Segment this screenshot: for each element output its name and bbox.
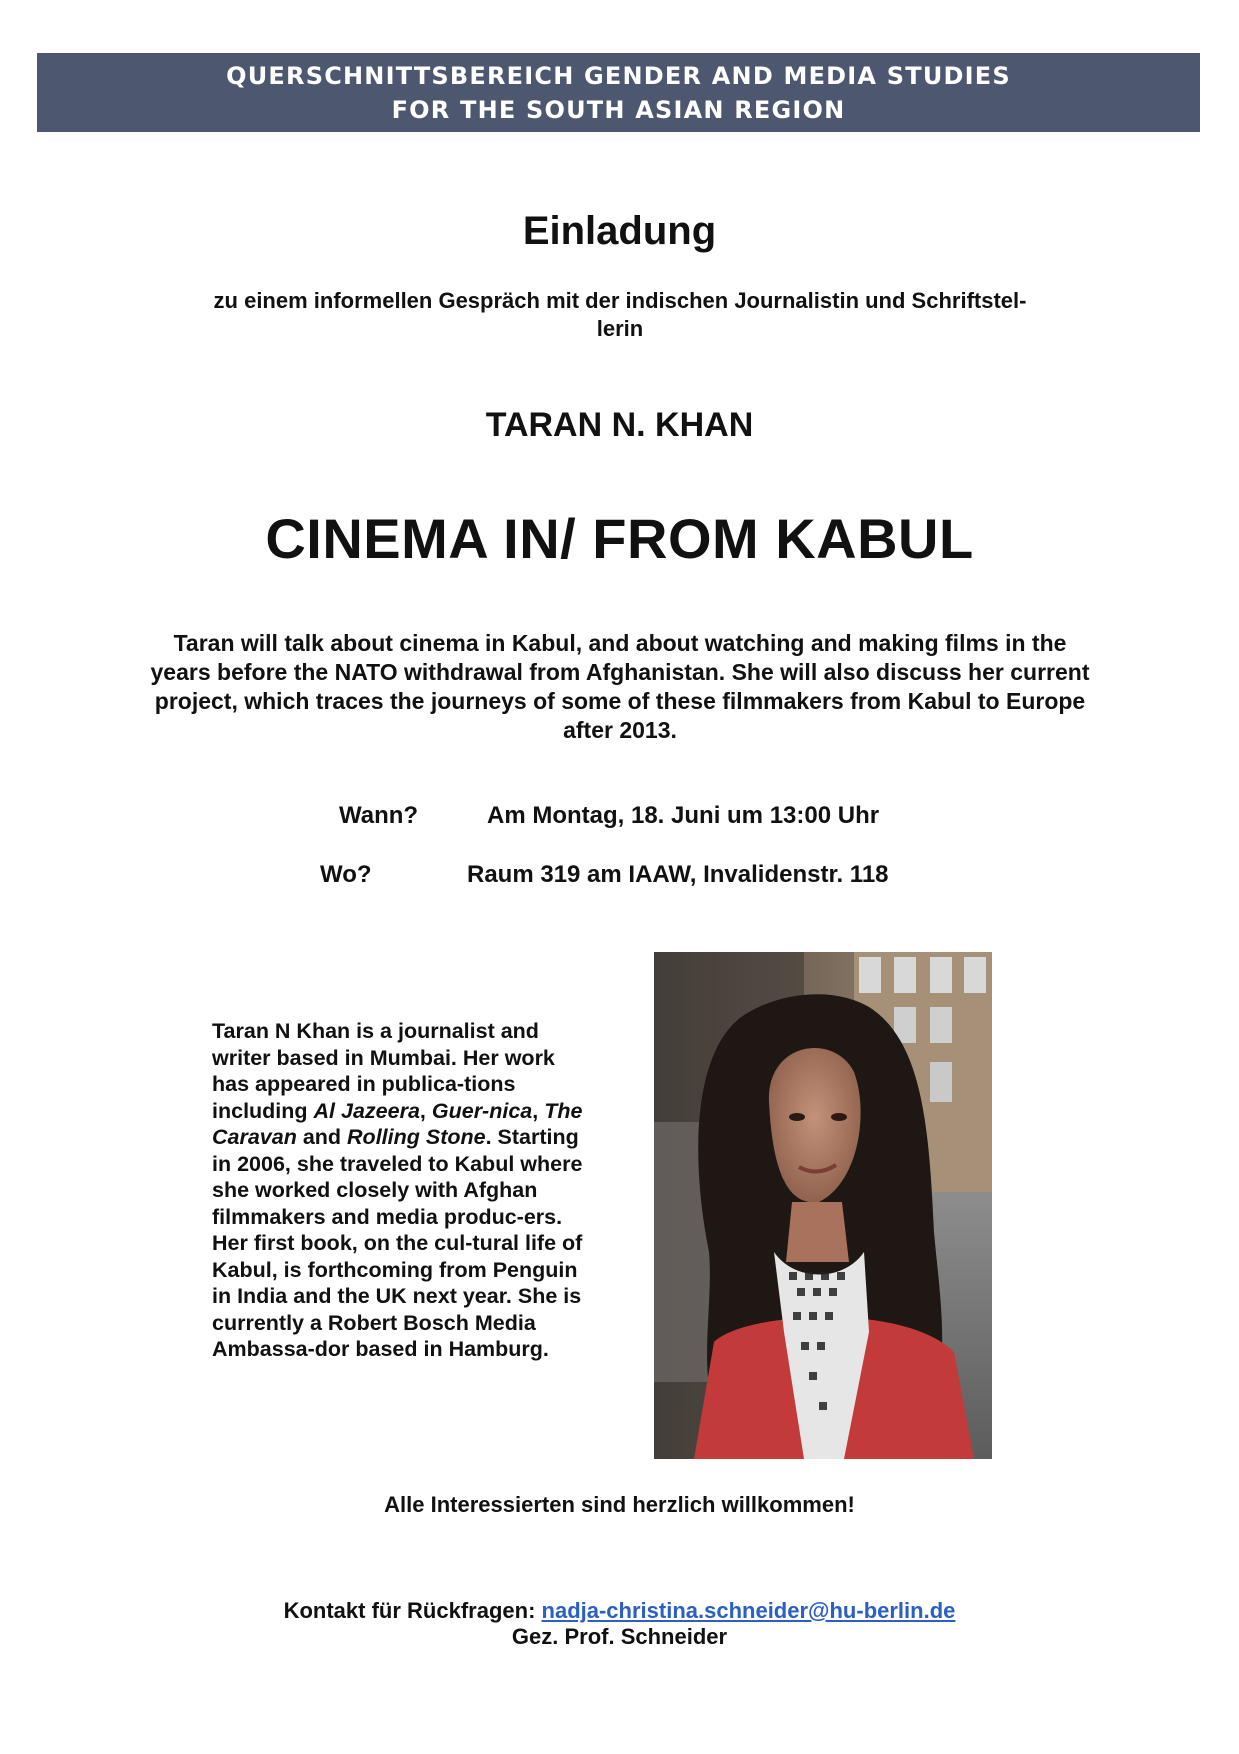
where-label: Wo? <box>320 861 372 888</box>
invitation-subtitle: zu einem informellen Gespräch mit der indischen Journalistin und Schriftstel- lerin <box>213 288 1027 341</box>
event-title: CINEMA IN/ FROM KABUL <box>265 507 974 570</box>
bio-sep-3: and <box>296 1125 348 1149</box>
invitation-title: Einladung <box>522 209 717 253</box>
when-label: Wann? <box>339 802 419 829</box>
contact-line <box>0 1598 1239 1624</box>
bio-pub-1: Al Jazeera <box>313 1098 420 1123</box>
where-value: Raum 319 am IAAW, Invalidenstr. 118 <box>467 861 889 888</box>
header-line-1: QUERSCHNITTSBEREICH GENDER AND MEDIA STUDIES <box>226 62 1011 90</box>
bio-sep-2: , <box>532 1098 545 1123</box>
contact-label: Kontakt für Rückfragen: <box>283 1598 542 1623</box>
welcome-note: Alle Interessierten sind herzlich willkommen! <box>384 1492 855 1517</box>
header-line-2: FOR THE SOUTH ASIAN REGION <box>391 96 846 124</box>
signature: Gez. Prof. Schneider <box>511 1624 728 1649</box>
header-band <box>37 53 1200 132</box>
bio-pub-4: Rolling Stone <box>347 1125 486 1149</box>
bio-text-1: Taran N Khan is a journalist and writer based in Mumbai. Her work has appeared in publica-tions including <box>212 1019 555 1123</box>
contact-email-link[interactable]: nadja-christina.schneider@hu-berlin.de <box>541 1598 956 1623</box>
bio-text-2: . Starting in 2006, she traveled to Kabul where she worked closely with Afghan filmmakers and media produc-ers. Her first book, on the cul-tural life of Kabul, is forthcoming from Penguin in India and the UK next year. She is currently a Robert Bosch Media Ambassa-dor based in Hamburg. <box>212 1125 583 1361</box>
when-value: Am Montag, 18. Juni um 13:00 Uhr <box>487 802 880 829</box>
bio-pub-3: The Caravan <box>212 1098 583 1149</box>
speaker-bio <box>212 1018 587 1363</box>
bio-pub-2: Guer-nica <box>431 1098 533 1123</box>
speaker-name: TARAN N. KHAN <box>485 406 754 444</box>
event-abstract: Taran will talk about cinema in Kabul, and about watching and making films in the years before the NATO withdrawal from Afghanistan. She will also discuss her current project, which traces the journeys of some of these filmmakers from Kabul to Europe after 2013. <box>150 630 1090 743</box>
bio-sep-1: , <box>419 1098 432 1123</box>
speaker-photo <box>654 952 992 1459</box>
